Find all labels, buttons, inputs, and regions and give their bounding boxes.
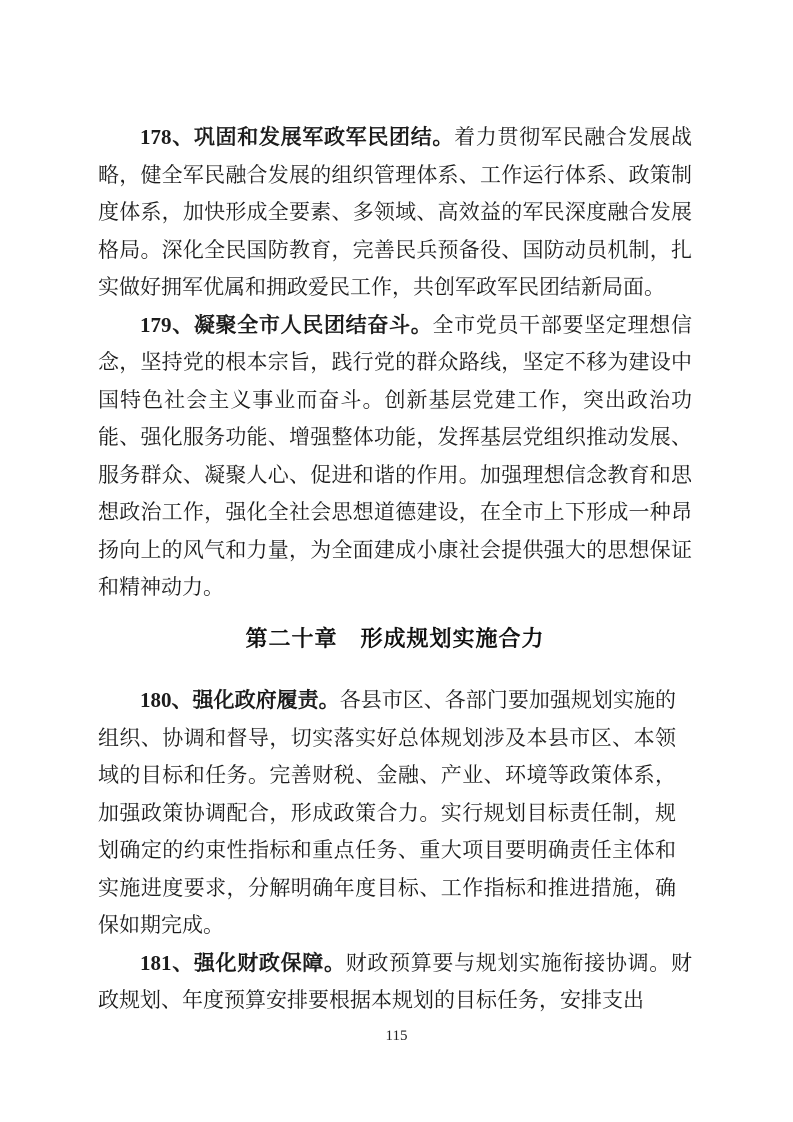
paragraph-181 [98,945,692,1020]
chapter-heading: 第二十章 形成规划实施合力 [245,625,545,651]
paragraph-181-lead: 181、强化财政保障。 [140,950,346,975]
paragraph-178 [98,119,692,307]
paragraph-179 [98,307,692,607]
paragraph-180-body: 各县市区、各部门要加强规划实施的组织、协调和督导，切实落实好总体规划涉及本县市区、本领域的目标和任务。完善财税、金融、产业、环境等政策体系，加强政策协调配合，形成政策合力。实行规划目标责任制，规划确定的约束性指标和重点任务、重大项目要明确责任主体和实施进度要求，分解明确年度目标、工作指标和推进措施，确保如期完成。 [98,688,676,937]
paragraph-178-body: 着力贯彻军民融合发展战略，健全军民融合发展的组织管理体系、工作运行体系、政策制度体系，加快形成全要素、多领域、高效益的军民深度融合发展格局。深化全民国防教育，完善民兵预备役、国防动员机制，扎实做好拥军优属和拥政爱民工作，共创军政军民团结新局面。 [98,125,692,299]
paragraph-181-body: 财政预算要与规划实施衔接协调。财政规划、年度预算安排要根据本规划的目标任务，安排支出 [98,950,692,1012]
paragraph-178-lead: 178、巩固和发展军政军民团结。 [140,125,455,149]
paragraph-179-lead: 179、凝聚全市人民团结奋斗。 [140,312,433,337]
page-content [98,119,692,1020]
paragraph-180 [98,682,692,945]
paragraph-179-body: 全市党员干部要坚定理想信念，坚持党的根本宗旨，践行党的群众路线，坚定不移为建设中国特色社会主义事业而奋斗。创新基层党建工作，突出政治功能、强化服务功能、增强整体功能，发挥基层党组织推动发展、服务群众、凝聚人心、促进和谐的作用。加强理想信念教育和思想政治工作，强化全社会思想道德建设，在全市上下形成一种昂扬向上的风气和力量，为全面建成小康社会提供强大的思想保证和精神动力。 [98,312,692,599]
paragraph-180-lead: 180、强化政府履责。 [140,688,340,712]
page-number: 115 [385,1028,408,1044]
